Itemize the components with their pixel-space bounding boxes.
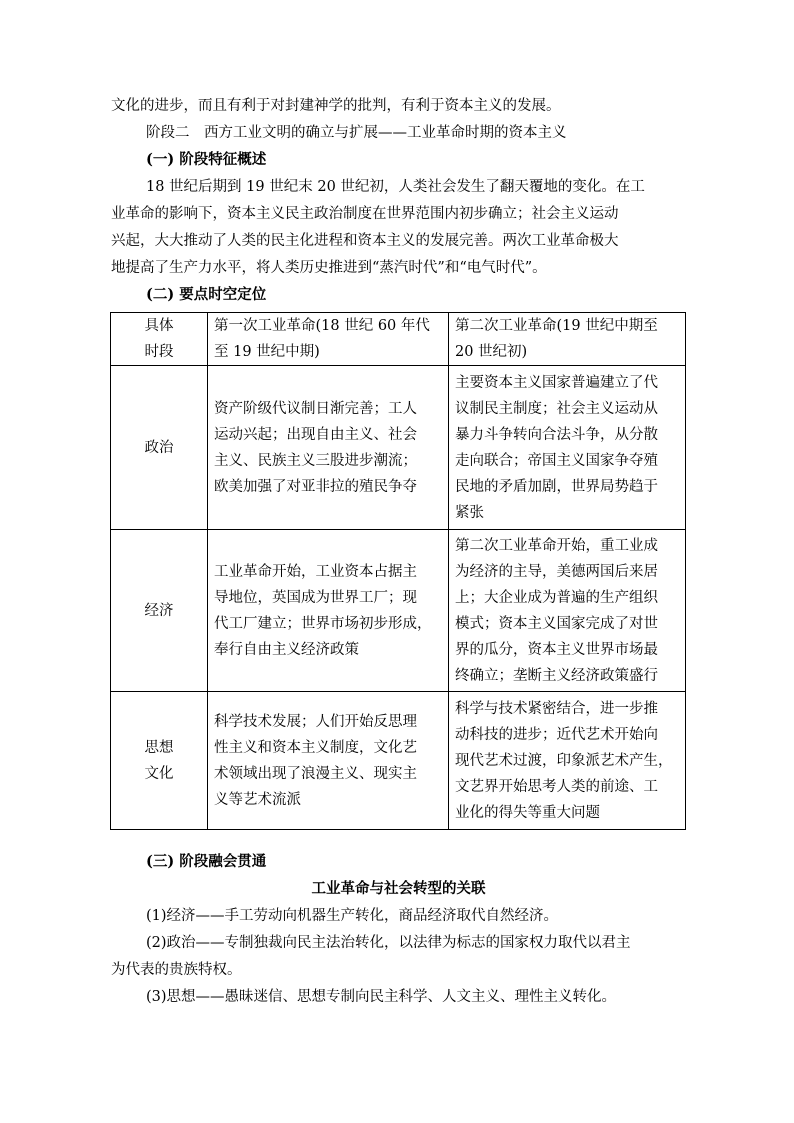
cell-line: 政治 xyxy=(144,439,174,456)
cell-line: 主要资本主义国家普遍建立了代 xyxy=(455,374,658,391)
cell-line: 术领域出现了浪漫主义、现实主 xyxy=(214,765,417,782)
header-cell-period xyxy=(111,313,208,366)
cell-first-politics xyxy=(208,366,449,530)
cell-line: 运动兴起；出现自由主义、社会 xyxy=(214,426,417,443)
table-row xyxy=(111,366,686,530)
cell-line: 20 世纪初) xyxy=(455,344,528,360)
cell-line: 终确立；垄断主义经济政策盛行 xyxy=(455,667,658,684)
cell-line: 思想 xyxy=(144,739,174,756)
cell-line: 具体 xyxy=(144,318,174,334)
cell-line: 科学与技术紧密结合，进一步推 xyxy=(455,700,658,717)
cell-line: 动科技的进步；近代艺术开始向 xyxy=(455,726,658,743)
cell-line: 义等艺术流派 xyxy=(214,791,301,808)
cell-line: 代工厂建立；世界市场初步形成， xyxy=(214,615,432,632)
cell-line: 议制民主制度；社会主义运动从 xyxy=(455,400,658,417)
table-header-row xyxy=(111,313,686,366)
list-item: (3)思想——愚昧迷信、思想专制向民主科学、人文主义、理性主义转化。 xyxy=(146,989,617,1005)
cell-first-thought-culture xyxy=(208,692,449,830)
cell-line: 主义、民族主义三股进步潮流； xyxy=(214,452,417,469)
row-label-economy xyxy=(111,530,208,692)
intro-tail-text: 文化的进步，而且有利于对封建神学的批判，有利于资本主义的发展。 xyxy=(111,98,561,114)
cell-line: 民地的矛盾加剧，世界局势趋于 xyxy=(455,478,658,495)
section2-heading: (二) 要点时空定位 xyxy=(146,286,267,303)
cell-line: 第一次工业革命(18 世纪 60 年代 xyxy=(214,318,430,334)
cell-line: 至 19 世纪中期) xyxy=(214,344,320,360)
cell-line: 为经济的主导，美德两国后来居 xyxy=(455,563,658,580)
cell-line: 第二次工业革命开始，重工业成 xyxy=(455,537,658,554)
section1-paragraph-line: 18 世纪后期到 19 世纪末 20 世纪初，人类社会发生了翻天覆地的变化。在工 xyxy=(146,179,645,195)
cell-line: 现代艺术过渡，印象派艺术产生， xyxy=(455,752,673,769)
cell-line: 导地位，英国成为世界工厂；现 xyxy=(214,589,417,606)
cell-line: 文艺界开始思考人类的前途、工 xyxy=(455,778,658,795)
section3-subtitle: 工业革命与社会转型的关联 xyxy=(311,880,486,897)
cell-line: 界的瓜分，资本主义世界市场最 xyxy=(455,641,658,658)
cell-second-politics xyxy=(449,366,686,530)
list-item: (2)政治——专制独裁向民主法治转化，以法律为标志的国家权力取代以君主 xyxy=(146,935,631,951)
table-row xyxy=(111,692,686,830)
cell-line: 上；大企业成为普遍的生产组织 xyxy=(455,589,658,606)
cell-line: 业化的得失等重大问题 xyxy=(455,804,600,821)
cell-line: 科学技术发展；人们开始反思理 xyxy=(214,713,417,730)
cell-second-economy xyxy=(449,530,686,692)
section1-paragraph-line: 地提高了生产力水平，将人类历史推进到“蒸汽时代”和“电气时代”。 xyxy=(111,260,547,276)
cell-line: 奉行自由主义经济政策 xyxy=(214,641,359,658)
row-label-thought-culture xyxy=(111,692,208,830)
cell-line: 经济 xyxy=(144,602,174,619)
header-cell-first-revolution xyxy=(208,313,449,366)
stage-title: 阶段二 西方工业文明的确立与扩展——工业革命时期的资本主义 xyxy=(146,125,567,141)
cell-line: 第二次工业革命(19 世纪中期至 xyxy=(455,318,658,334)
list-item-continuation: 为代表的贵族特权。 xyxy=(111,962,242,978)
cell-line: 性主义和资本主义制度，文化艺 xyxy=(214,739,417,756)
cell-line: 工业革命开始，工业资本占据主 xyxy=(214,563,417,580)
cell-line: 暴力斗争转向合法斗争，从分散 xyxy=(455,426,658,443)
row-label-politics xyxy=(111,366,208,530)
cell-line: 资产阶级代议制日渐完善；工人 xyxy=(214,400,417,417)
cell-line: 走向联合；帝国主义国家争夺殖 xyxy=(455,452,658,469)
header-cell-second-revolution xyxy=(449,313,686,366)
section3-heading: (三) 阶段融会贯通 xyxy=(146,853,267,870)
cell-second-thought-culture xyxy=(449,692,686,830)
cell-line: 欧美加强了对亚非拉的殖民争夺 xyxy=(214,478,417,495)
section1-paragraph-line: 兴起，大大推动了人类的民主化进程和资本主义的发展完善。两次工业革命极大 xyxy=(111,233,619,249)
cell-first-economy xyxy=(208,530,449,692)
cell-line: 模式；资本主义国家完成了对世 xyxy=(455,615,658,632)
list-item: (1)经济——手工劳动向机器生产转化，商品经济取代自然经济。 xyxy=(146,908,559,924)
cell-line: 紧张 xyxy=(455,504,484,521)
section1-paragraph-line: 业革命的影响下，资本主义民主政治制度在世界范围内初步确立；社会主义运动 xyxy=(111,206,619,222)
cell-line: 时段 xyxy=(144,344,174,360)
table-row xyxy=(111,530,686,692)
cell-line: 文化 xyxy=(144,765,174,782)
comparison-table xyxy=(110,312,686,830)
section1-heading: (一) 阶段特征概述 xyxy=(146,151,267,168)
